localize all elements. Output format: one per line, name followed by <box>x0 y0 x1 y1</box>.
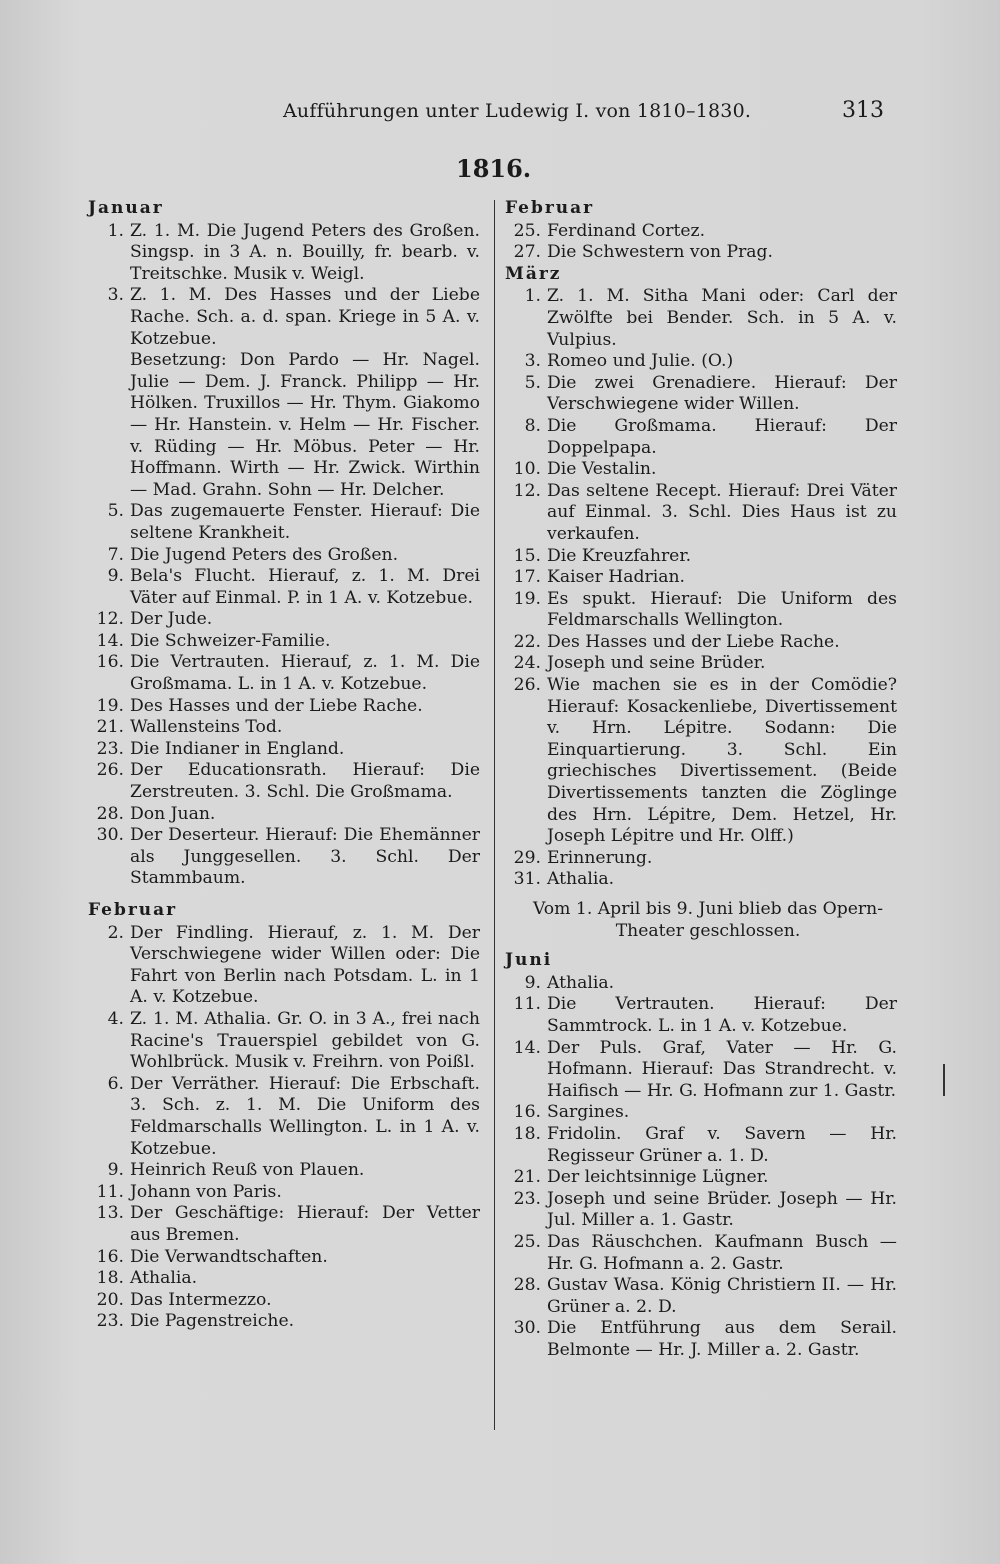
entry-date: 19. <box>513 588 541 609</box>
entry-text: Des Hasses und der Liebe Rache. <box>130 695 423 716</box>
entry-text: Das Räuschchen. Kaufmann Busch — Hr. G. Hofmann a. 2. Gastr. <box>547 1231 897 1274</box>
entry-date: 13. <box>96 1203 124 1224</box>
entry-text: Die Pagenstreiche. <box>130 1311 295 1332</box>
performance-entry <box>505 567 897 589</box>
performance-entry <box>88 1203 480 1246</box>
performance-entry <box>505 1275 897 1318</box>
performance-entry <box>88 696 480 718</box>
entry-date: 28. <box>513 1275 541 1296</box>
entry-text: Die Großmama. Hierauf: Der Doppelpapa. <box>547 415 897 458</box>
entry-date: 14. <box>96 630 124 651</box>
performance-entry <box>505 221 897 243</box>
entry-text: Fridolin. Graf v. Savern — Hr. Regisseur Grüner a. 1. D. <box>547 1123 897 1166</box>
performance-entry <box>505 416 897 459</box>
performance-entry <box>88 1311 480 1333</box>
entry-text: Es spukt. Hierauf: Die Uniform des Feldmarschalls Wellington. <box>547 588 897 631</box>
entry-text: Athalia. <box>547 869 615 890</box>
entry-date: 29. <box>513 847 541 868</box>
entry-date: 7. <box>107 544 124 565</box>
entry-text: Gustav Wasa. König Christiern II. — Hr. Grüner a. 2. D. <box>547 1275 897 1317</box>
entry-date: 11. <box>96 1181 124 1202</box>
januar-list <box>88 221 480 890</box>
entry-date: 8. <box>524 415 541 436</box>
performance-entry <box>88 1009 480 1074</box>
entry-text: Wallensteins Tod. <box>130 717 283 738</box>
performance-entry <box>88 545 480 567</box>
entry-text: Die Vertrauten. Hierauf: Der Sammtrock. L. in 1 A. v. Kotzebue. <box>547 994 897 1036</box>
month-heading-februar: Februar <box>88 900 178 920</box>
entry-text: Die Schweizer-Familie. <box>130 630 331 651</box>
performance-entry <box>505 1038 897 1103</box>
entry-text: Sargines. <box>547 1102 630 1123</box>
performance-entry <box>88 1268 480 1290</box>
entry-date: 18. <box>96 1268 124 1289</box>
entry-text: Der Findling. Hierauf, z. 1. M. Der Verschwiegene wider Willen oder: Die Fahrt von Berlin nach Potsdam. L. in 1 A. v. Kotzebue. <box>130 922 480 1008</box>
performance-entry <box>88 221 480 286</box>
performance-entry <box>88 739 480 761</box>
entry-date: 21. <box>96 717 124 738</box>
entry-date: 3. <box>524 351 541 372</box>
entry-text: Athalia. <box>130 1268 198 1289</box>
entry-date: 20. <box>96 1289 124 1310</box>
entry-date: 22. <box>513 631 541 652</box>
entry-text: Z. 1. M. Sitha Mani oder: Carl der Zwölfte bei Bender. Sch. in 5 A. v. Vulpius. <box>547 286 897 350</box>
performance-entry <box>505 481 897 546</box>
entry-text: Joseph und seine Brüder. <box>547 653 766 674</box>
month-heading-februar-cont: Februar <box>505 198 595 218</box>
entry-date: 23. <box>513 1188 541 1209</box>
column-divider <box>494 200 495 1430</box>
performance-entry <box>505 1232 897 1275</box>
performance-entry <box>88 825 480 890</box>
performance-entry <box>88 1160 480 1182</box>
performance-entry <box>88 652 480 695</box>
performance-entry <box>505 1189 897 1232</box>
entry-date: 4. <box>107 1008 124 1029</box>
left-column <box>88 198 480 1333</box>
entry-date: 12. <box>96 609 124 630</box>
performance-entry <box>505 869 897 891</box>
entry-date: 9. <box>524 972 541 993</box>
entry-date: 30. <box>96 825 124 846</box>
entry-date: 25. <box>513 1231 541 1252</box>
entry-date: 31. <box>513 869 541 890</box>
performance-entry <box>505 1124 897 1167</box>
entry-text: Die Kreuzfahrer. <box>547 545 692 566</box>
entry-text: Der leichtsinnige Lügner. <box>547 1167 769 1188</box>
performance-entry <box>505 546 897 568</box>
entry-text: Romeo und Julie. (O.) <box>547 351 734 372</box>
entry-date: 16. <box>96 1246 124 1267</box>
entry-date: 27. <box>513 242 541 263</box>
entry-text: Z. 1. M. Des Hasses und der Liebe Rache. Sch. a. d. span. Kriege in 5 A. v. Kotzebue. <box>130 285 480 349</box>
entry-text: Die Schwestern von Prag. <box>547 242 773 263</box>
entry-text: Z. 1. M. Athalia. Gr. O. in 3 A., frei nach Racine's Trauerspiel gebildet von G. Wohlbrück. Musik v. Freihrn. von Poißl. <box>130 1008 480 1073</box>
entry-date: 17. <box>513 567 541 588</box>
entry-text: Der Puls. Graf, Vater — Hr. G. Hofmann. Hierauf: Das Strandrecht. v. Haifisch — Hr. G. Hofmann zur 1. Gastr. <box>547 1037 897 1101</box>
entry-text: Don Juan. <box>130 803 216 824</box>
entry-date: 21. <box>513 1167 541 1188</box>
entry-date: 9. <box>107 566 124 587</box>
entry-text: Kaiser Hadrian. <box>547 567 685 588</box>
performance-entry <box>505 351 897 373</box>
entry-date: 18. <box>513 1123 541 1144</box>
performance-entry <box>88 1182 480 1204</box>
entry-text: Z. 1. M. Die Jugend Peters des Großen. Singsp. in 3 A. n. Bouilly, fr. bearb. v. Treitschke. Musik v. Weigl. <box>130 220 480 284</box>
performance-entry <box>88 285 480 350</box>
entry-date: 5. <box>107 501 124 522</box>
entry-date: 26. <box>513 675 541 696</box>
entry-date: 2. <box>107 922 124 943</box>
entry-date: 6. <box>107 1073 124 1094</box>
performance-entry <box>505 1318 897 1361</box>
performance-entry <box>505 373 897 416</box>
performance-entry <box>505 1102 897 1124</box>
entry-date: 14. <box>513 1037 541 1058</box>
performance-entry <box>88 1074 480 1160</box>
margin-mark <box>943 1064 945 1096</box>
performance-entry <box>505 242 897 264</box>
performance-entry <box>505 675 897 848</box>
entry-date: 1. <box>524 286 541 307</box>
performance-entry <box>88 1290 480 1312</box>
entry-text: Der Jude. <box>130 609 213 630</box>
performance-entry <box>88 350 480 501</box>
entry-text: Der Geschäftige: Hierauf: Der Vetter aus Bremen. <box>130 1203 480 1245</box>
entry-text: Die Verwandtschaften. <box>130 1246 328 1267</box>
maerz-list <box>505 286 897 891</box>
entry-text: Die zwei Grenadiere. Hierauf: Der Verschwiegene wider Willen. <box>547 372 897 415</box>
entry-text: Bela's Flucht. Hierauf, z. 1. M. Drei Väter auf Einmal. P. in 1 A. v. Kotzebue. <box>130 566 480 608</box>
performance-entry <box>88 631 480 653</box>
entry-date: 5. <box>524 372 541 393</box>
performance-entry <box>505 994 897 1037</box>
entry-text: Joseph und seine Brüder. Joseph — Hr. Jul. Miller a. 1. Gastr. <box>547 1188 897 1231</box>
entry-text: Das Intermezzo. <box>130 1289 272 1310</box>
performance-entry <box>88 501 480 544</box>
performance-entry <box>88 804 480 826</box>
entry-text: Johann von Paris. <box>130 1181 282 1202</box>
month-heading-maerz: März <box>505 263 562 284</box>
performance-entry <box>505 459 897 481</box>
performance-entry <box>88 566 480 609</box>
performance-entry <box>88 760 480 803</box>
entry-date: 30. <box>513 1318 541 1339</box>
performance-entry <box>505 973 897 995</box>
juni-list <box>505 973 897 1362</box>
entry-date: 15. <box>513 545 541 566</box>
entry-text: Ferdinand Cortez. <box>547 220 706 241</box>
month-heading-juni: Juni <box>505 950 553 971</box>
entry-text: Des Hasses und der Liebe Rache. <box>547 631 840 652</box>
entry-text: Das zugemauerte Fenster. Hierauf: Die seltene Krankheit. <box>130 501 480 543</box>
entry-date: 12. <box>513 480 541 501</box>
performance-entry <box>505 1167 897 1189</box>
performance-entry <box>88 609 480 631</box>
entry-text: Die Vertrauten. Hierauf, z. 1. M. Die Großmama. L. in 1 A. v. Kotzebue. <box>130 652 480 695</box>
performance-entry <box>505 848 897 870</box>
performance-entry <box>505 286 897 351</box>
entry-date: 28. <box>96 803 124 824</box>
entry-text: Der Verräther. Hierauf: Die Erbschaft. 3. Sch. z. 1. M. Die Uniform des Feldmarschalls Wellington. L. in 1 A. v. Kotzebue. <box>130 1073 480 1159</box>
entry-date: 10. <box>513 459 541 480</box>
entry-text: Die Indianer in England. <box>130 738 345 759</box>
entry-text: Athalia. <box>547 972 615 993</box>
entry-text: Das seltene Recept. Hierauf: Drei Väter auf Einmal. 3. Schl. Dies Haus ist zu verkaufen. <box>547 480 897 544</box>
performance-entry <box>88 1247 480 1269</box>
februar-list <box>88 923 480 1333</box>
entry-date: 25. <box>513 220 541 241</box>
entry-date: 23. <box>96 738 124 759</box>
performance-entry <box>505 632 897 654</box>
entry-text: Die Vestalin. <box>547 459 657 480</box>
entry-date: 1. <box>107 220 124 241</box>
entry-date: 11. <box>513 994 541 1015</box>
page-number: 313 <box>842 98 884 123</box>
entry-text: Der Educationsrath. Hierauf: Die Zerstreuten. 3. Schl. Die Großmama. <box>130 760 480 803</box>
entry-date: 23. <box>96 1311 124 1332</box>
performance-entry <box>505 653 897 675</box>
performance-entry <box>88 923 480 1009</box>
februar-cont-list <box>505 221 897 264</box>
entry-text: Der Deserteur. Hierauf: Die Ehemänner als Junggesellen. 3. Schl. Der Stammbaum. <box>130 825 480 889</box>
entry-text: Erinnerung. <box>547 847 653 868</box>
performance-entry <box>505 589 897 632</box>
running-header <box>0 98 1000 128</box>
entry-date: 3. <box>107 285 124 306</box>
year-heading: 1816. <box>456 154 532 183</box>
entry-date: 16. <box>513 1102 541 1123</box>
entry-date: 16. <box>96 652 124 673</box>
right-column <box>505 198 897 1361</box>
entry-text: Wie machen sie es in der Comödie? Hierauf: Kosackenliebe, Divertissement v. Hrn. Lépitre. Sodann: Die Einquartierung. 3. Schl. Ein griechisches Divertissement. (Beide Divertissements tanzten die Zöglinge des Hrn. Lépitre, Dem. Hetzel, Hr. Joseph Lépitre und Hr. Olff.) <box>547 675 897 847</box>
entry-text: Heinrich Reuß von Plauen. <box>130 1160 365 1181</box>
entry-text: Die Jugend Peters des Großen. <box>130 544 399 565</box>
entry-text: Besetzung: Don Pardo — Hr. Nagel. Julie — Dem. J. Franck. Philipp — Hr. Hölken. Truxillos — Hr. Thym. Giakomo — Hr. Hanstein. v. Helm — Hr. Fischer. v. Rüding — Hr. Möbus. Peter — Hr. Hoffmann. Wirth — Hr. Zwick. Wirthin — Mad. Grahn. Sohn — Hr. Delcher. <box>130 350 480 500</box>
entry-date: 26. <box>96 760 124 781</box>
closure-note: Vom 1. April bis 9. Juni blieb das Opern-Theater geschlossen. <box>532 899 884 941</box>
performance-entry <box>88 717 480 739</box>
entry-text: Die Entführung aus dem Serail. Belmonte — Hr. J. Miller a. 2. Gastr. <box>547 1318 897 1360</box>
month-heading-januar: Januar <box>88 198 164 218</box>
entry-date: 9. <box>107 1160 124 1181</box>
entry-date: 24. <box>513 653 541 674</box>
running-title: Aufführungen unter Ludewig I. von 1810–1830. <box>283 100 752 122</box>
entry-date: 19. <box>96 695 124 716</box>
